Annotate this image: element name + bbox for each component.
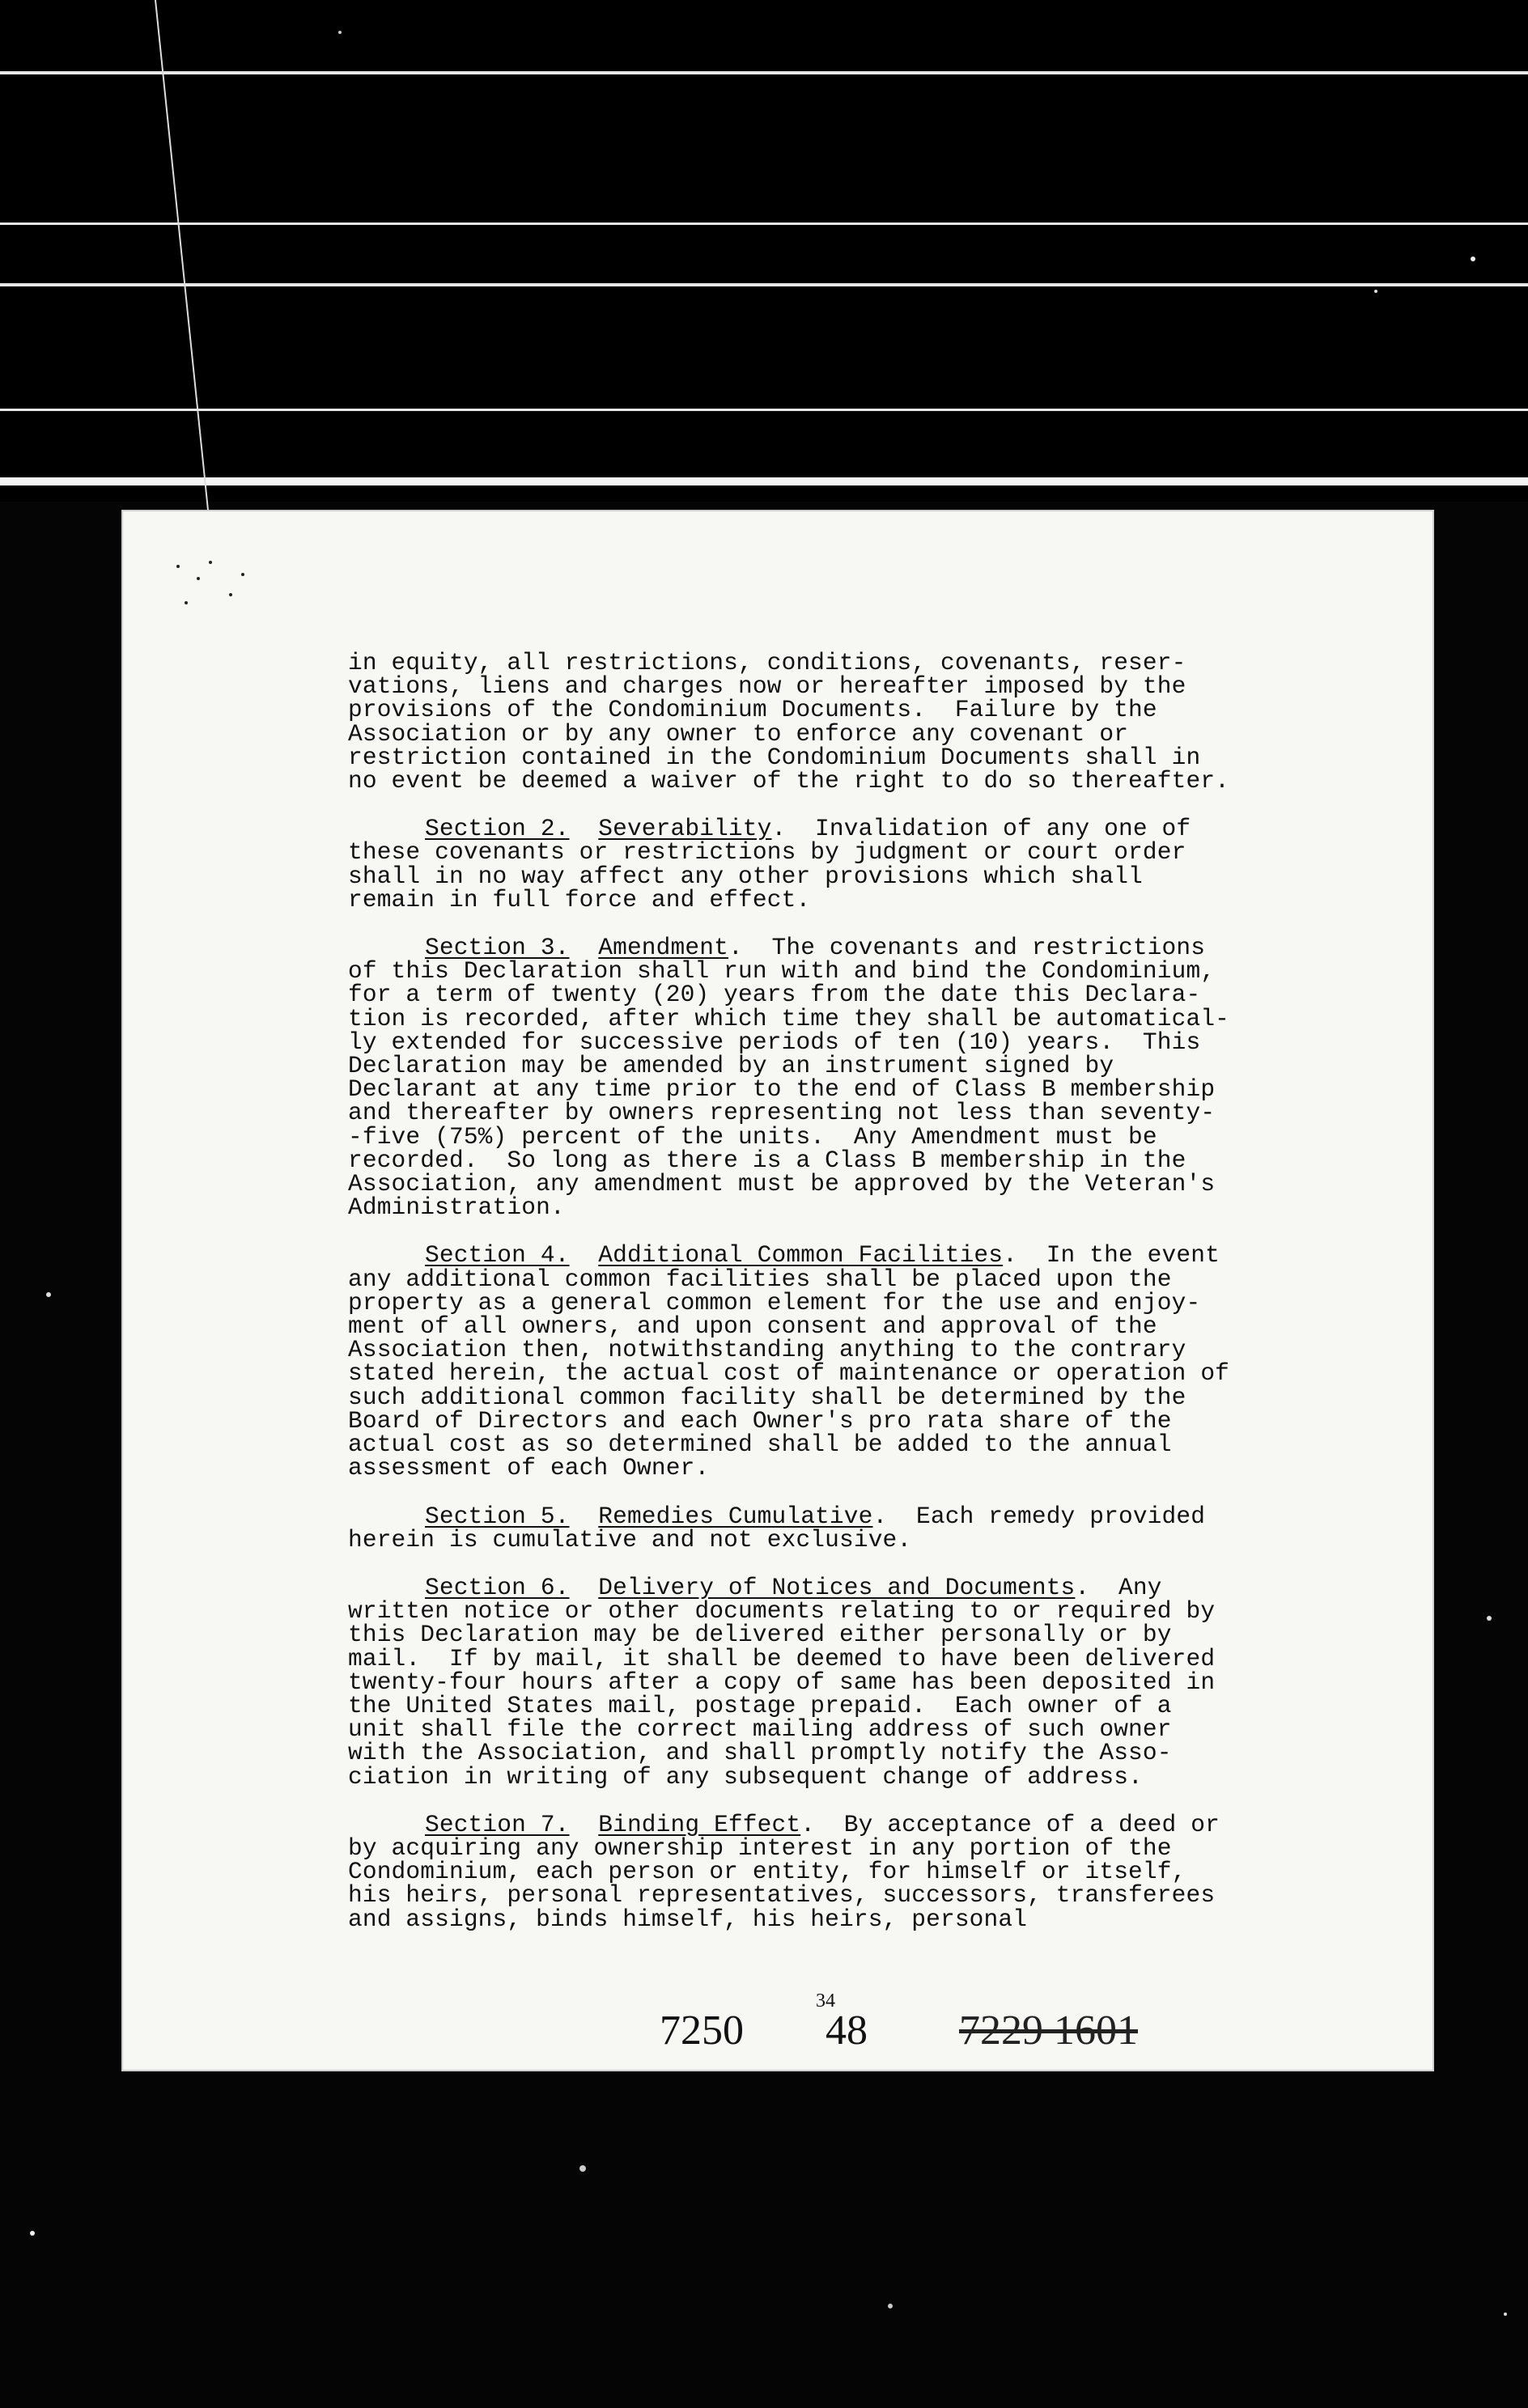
section-6-paragraph [348,1573,1287,1791]
text-line: stated herein, the actual cost of maintenance or operation of [348,1359,1230,1388]
section-3-paragraph [348,934,1287,1222]
text-line: written notice or other documents relating to or required by [348,1597,1216,1626]
section-number: Section 5. [425,1502,570,1530]
text-line: unit shall file the correct mailing address of such owner [348,1715,1172,1744]
section-number: Section 3. [425,934,570,962]
text-line: herein is cumulative and not exclusive. [348,1525,912,1554]
section-2-paragraph [348,817,1287,912]
section-5-paragraph [348,1502,1287,1554]
section-heading: Delivery of Notices and Documents [598,1573,1076,1601]
section-first-line [348,1502,1287,1530]
text-line: of this Declaration shall run with and bind the Condominium, [348,957,1216,986]
text-line: ciation in writing of any subsequent change of address. [348,1762,1143,1791]
text-line: Declarant at any time prior to the end of Class B membership [348,1075,1216,1104]
declaration-body-text [348,651,1287,1956]
section-number: Section 4. [425,1241,570,1270]
section-first-text: . By acceptance of a deed or [800,1810,1220,1838]
text-line: provisions of the Condominium Documents. Failure by the [348,696,1157,724]
document-page [121,510,1434,2071]
page-number: 34 [816,1990,835,2012]
text-line: in equity, all restrictions, conditions, covenants, reser- [348,649,1186,676]
section-first-text: . The covenants and restrictions [728,934,1206,962]
text-line: ly extended for successive periods of ten (10) years. This [348,1028,1201,1056]
section-first-line [348,1573,1287,1601]
text-line: Association or by any owner to enforce any covenant or [348,719,1129,748]
text-line: with the Association, and shall promptly notify the Asso- [348,1739,1172,1767]
scan-speckles [162,550,299,623]
text-line: for a term of twenty (20) years from the date this Declara- [348,981,1201,1009]
section-first-text: . In the event [1003,1241,1220,1270]
section-first-line [348,1810,1287,1838]
section-heading: Amendment [598,934,728,962]
section-7-paragraph [348,1810,1287,1933]
text-line: tion is recorded, after which time they shall be automatical- [348,1004,1230,1032]
section-4-paragraph [348,1241,1287,1482]
text-line: mail. If by mail, it shall be deemed to have been delivered [348,1644,1216,1672]
text-line: such additional common facility shall be determined by the [348,1383,1186,1411]
section-number: Section 2. [425,815,570,843]
text-line: by acquiring any ownership interest in any portion of the [348,1834,1172,1862]
section-heading: Additional Common Facilities [598,1241,1004,1270]
text-line: -five (75%) percent of the units. Any Amendment must be [348,1122,1157,1151]
text-line: vations, liens and charges now or hereafter imposed by the [348,672,1186,701]
section-first-text: . Each remedy provided [872,1502,1206,1530]
section-first-line [348,936,1287,960]
text-line: Association, any amendment must be approved by the Veteran's [348,1170,1216,1198]
paragraph-continuation [348,651,1287,793]
text-line: the United States mail, postage prepaid. Each owner of a [348,1691,1172,1719]
text-line: ment of all owners, and upon consent and approval of the [348,1312,1157,1341]
text-line: Administration. [348,1193,565,1222]
text-line: Declaration may be amended by an instrument signed by [348,1052,1114,1080]
book-number: 7250 [660,2007,744,2054]
text-line: assessment of each Owner. [348,1454,710,1482]
text-line: remain in full force and effect. [348,885,811,914]
section-number: Section 7. [425,1810,570,1838]
section-heading: Remedies Cumulative [598,1502,873,1530]
text-line: Association then, notwithstanding anything to the contrary [348,1336,1186,1364]
section-heading: Binding Effect [598,1810,801,1838]
section-number: Section 6. [425,1573,570,1601]
text-line: and assigns, binds himself, his heirs, personal [348,1905,1028,1933]
section-first-line [348,817,1287,841]
text-line: Board of Directors and each Owner's pro rata share of the [348,1406,1172,1435]
text-line: property as a general common element for the use and enjoy- [348,1288,1201,1316]
text-line: his heirs, personal representatives, successors, transferees [348,1881,1216,1910]
text-line: these covenants or restrictions by judgment or court order [348,838,1186,867]
section-first-text: . Invalidation of any one of [771,815,1191,843]
recording-footer [121,1990,1434,2055]
text-line: restriction contained in the Condominium Documents shall in [348,743,1201,771]
text-line: no event be deemed a waiver of the right to do so thereafter. [348,767,1230,795]
text-line: and thereafter by owners representing not less than seventy- [348,1099,1216,1127]
text-line: Condominium, each person or entity, for himself or itself, [348,1858,1186,1886]
text-line: any additional common facilities shall be placed upon the [348,1265,1172,1293]
section-first-line [348,1241,1287,1270]
section-heading: Severability [598,815,772,843]
struck-reference-number: 7229 1601 [959,2007,1138,2054]
text-line: this Declaration may be delivered either personally or by [348,1621,1172,1649]
text-line: actual cost as so determined shall be added to the annual [348,1431,1172,1459]
text-line: twenty-four hours after a copy of same has been deposited in [348,1668,1216,1696]
text-line: recorded. So long as there is a Class B membership in the [348,1146,1186,1174]
section-first-text: . Any [1075,1573,1162,1601]
text-line: shall in no way affect any other provisions which shall [348,862,1143,890]
page-stamp: 48 [826,2007,868,2054]
